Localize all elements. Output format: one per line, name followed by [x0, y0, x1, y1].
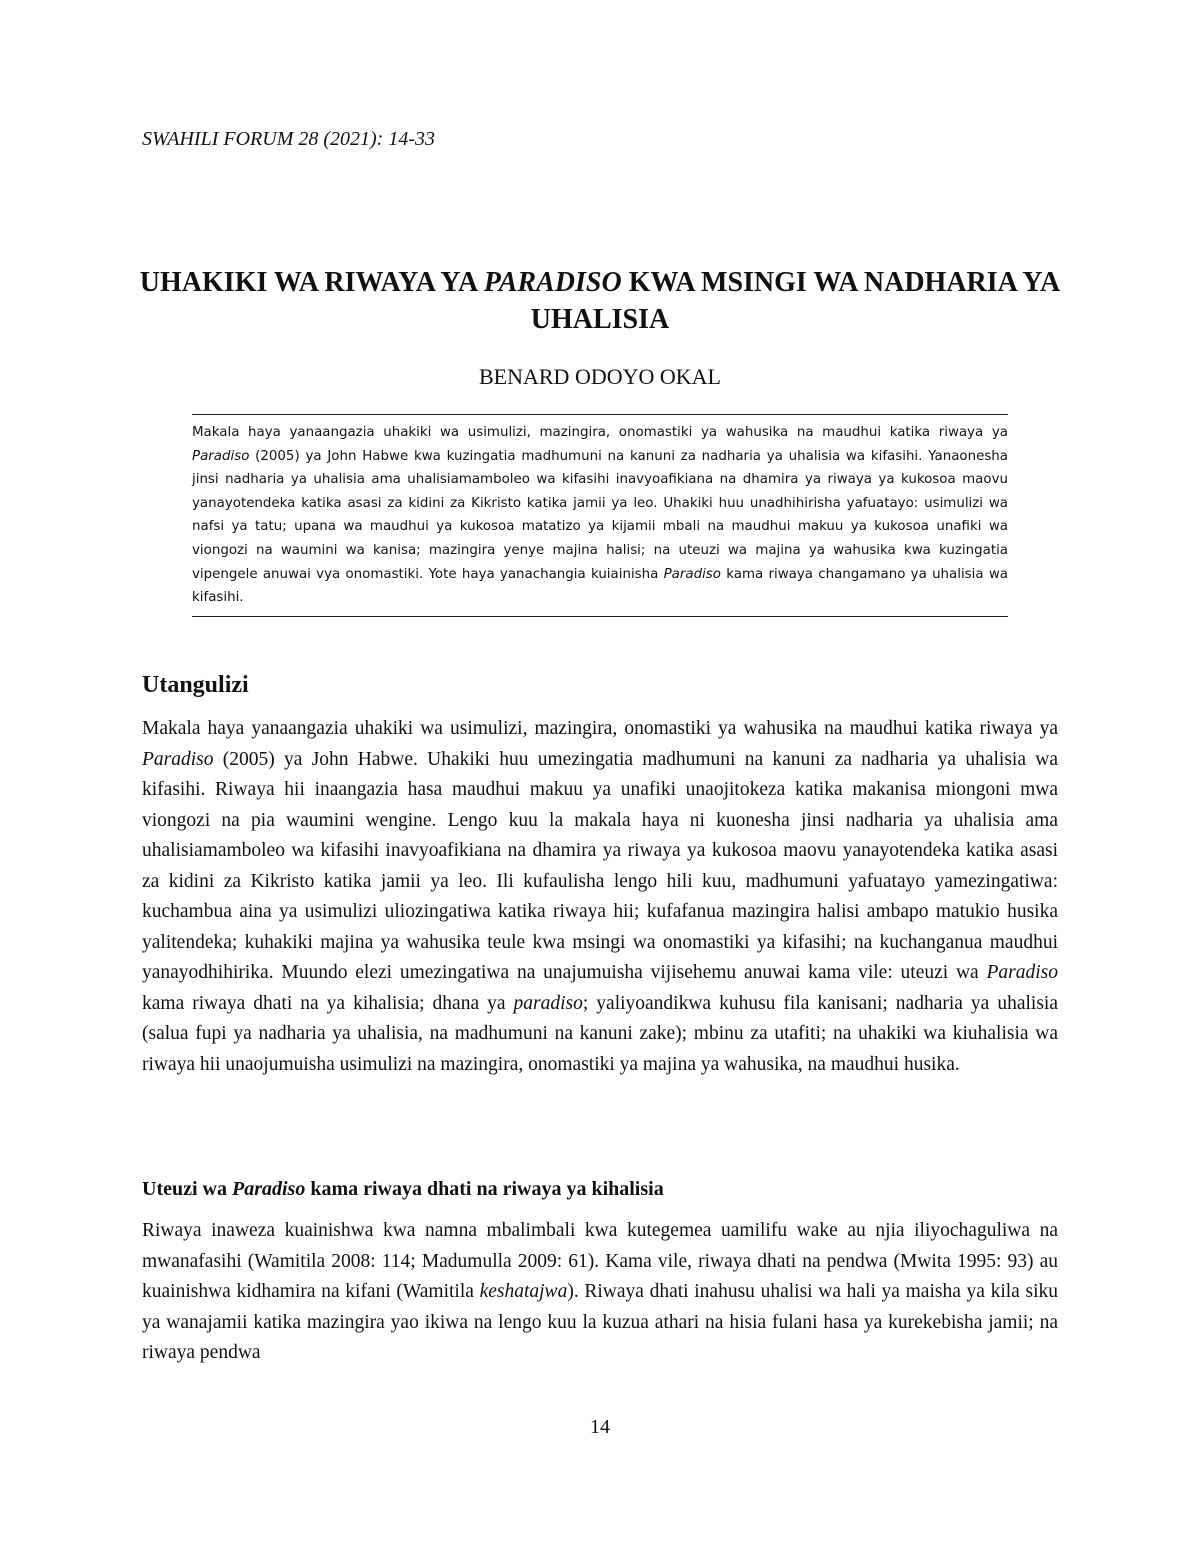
- article-title: [120, 264, 1080, 338]
- body-segment: Riwaya inaweza kuainishwa kwa namna mbalimbali kwa kutegemea uamilifu wake au njia iliyochaguliwa na mwanafasihi (Wamitila 2008: 114; Madumulla 2009: 61). Kama vile, riwaya dhati na pendwa (Mwita 1995: 93) au kuainishwa kidhamira na kifani (Wamitila: [142, 1220, 1058, 1302]
- title-text-2: KWA MSINGI WA NADHARIA YA UHALISIA: [530, 267, 1061, 335]
- abstract-text: [192, 421, 1008, 610]
- section-heading-introduction: Utangulizi: [142, 672, 249, 698]
- introduction-paragraph: [142, 714, 1058, 1080]
- abstract-italic: Paradiso: [663, 566, 721, 582]
- title-text-1: UHAKIKI WA RIWAYA YA: [139, 267, 484, 298]
- heading-text-1: Uteuzi wa: [142, 1178, 232, 1200]
- body-segment: kama riwaya dhati na ya kihalisia; dhana ya: [142, 992, 514, 1014]
- uteuzi-paragraph: [142, 1216, 1058, 1369]
- section-heading-uteuzi: [142, 1178, 664, 1201]
- body-italic: paradiso: [513, 992, 583, 1014]
- body-segment: ; yaliyoandikwa kuhusu fila kanisani; nadharia ya uhalisia (salua fupi ya nadharia ya uhalisia, na madhumuni na kanuni zake); mbinu za utafiti; na uhakiki wa kiuhalisia wa riwaya hii unaojumuisha usimulizi na mazingira, onomastiki ya majina ya wahusika, na maudhui husika.: [142, 992, 1058, 1075]
- heading-italic: Paradiso: [231, 1178, 306, 1200]
- abstract-segment: (2005) ya John Habwe kwa kuzingatia madhumuni na kanuni za nadharia ya uhalisia wa kifasihi. Yanaonesha jinsi nadharia ya uhalisia ama uhalisiamamboleo wa kifasihi inavyoafikiana na dhamira ya riwaya ya kukosoa maovu yanayotendeka katika asasi za kidini za Kikristo katika jamii ya leo. Uhakiki huu unadhihirisha yafuatayo: usimulizi wa nafsi ya tatu; upana wa maudhui ya kukosoa matatizo ya kijamii mbali na maudhui makuu ya kukosoa unafiki wa viongozi na waumini wa kanisa; mazingira yenye majina halisi; na uteuzi wa majina ya wahusika kwa kuzingatia vipengele anuwai vya onomastiki. Yote haya yanachangia kuiainisha: [192, 448, 1008, 582]
- body-italic: Paradiso: [142, 748, 214, 770]
- author-name: BENARD ODOYO OKAL: [479, 364, 721, 389]
- abstract-segment: kama riwaya changamano ya uhalisia wa kifasihi.: [192, 566, 1009, 606]
- heading-text-2: kama riwaya dhati na riwaya ya kihalisia: [305, 1178, 664, 1200]
- body-segment: (2005) ya John Habwe. Uhakiki huu umezingatia madhumuni na kanuni za nadharia ya uhalisia wa kifasihi. Riwaya hii inaangazia hasa maudhui makuu ya unafiki unaojitokeza katika makanisa miongoni mwa viongozi na pia waumini wengine. Lengo kuu la makala haya ni kuonesha jinsi nadharia ya uhalisia ama uhalisiamamboleo wa kifasihi inavyoafikiana na dhamira ya riwaya ya kukosoa maovu yanayotendeka katika asasi za kidini za Kikristo katika jamii ya leo. Ili kufaulisha lengo hili kuu, madhumuni yafuatayo yamezingatiwa: kuchambua aina ya usimulizi uliozingatiwa katika riwaya hii; kufafanua mazingira halisi ambapo matukio husika yalitendeka; kuhakiki majina ya wahusika teule kwa msingi wa onomastiki ya kifasihi; na kuchanganua maudhui yanayodhihirika. Muundo elezi umezingatiwa na unajumuisha vijisehemu anuwai kama vile: uteuzi wa: [142, 748, 1058, 983]
- body-segment: Makala haya yanaangazia uhakiki wa usimulizi, mazingira, onomastiki ya wahusika na maudhui katika riwaya ya: [142, 718, 1058, 739]
- body-segment: ). Riwaya dhati inahusu uhalisi wa hali ya maisha ya kila siku ya wanajamii katika mazingira yao ikiwa na lengo kuu la kuzua athari na hisia fulani hasa ya kurekebisha jamii; na riwaya pendwa: [142, 1281, 1058, 1363]
- page-number: 14: [590, 1416, 610, 1438]
- abstract-italic: Paradiso: [192, 448, 250, 464]
- title-italic: PARADISO: [483, 267, 622, 298]
- journal-citation: SWAHILI FORUM 28 (2021): 14-33: [142, 128, 435, 150]
- body-italic: keshatajwa: [479, 1281, 568, 1302]
- body-italic: Paradiso: [986, 962, 1058, 983]
- abstract-segment: Makala haya yanaangazia uhakiki wa usimulizi, mazingira, onomastiki ya wahusika na maudhui katika riwaya ya: [192, 425, 1008, 440]
- abstract-box: [192, 414, 1008, 617]
